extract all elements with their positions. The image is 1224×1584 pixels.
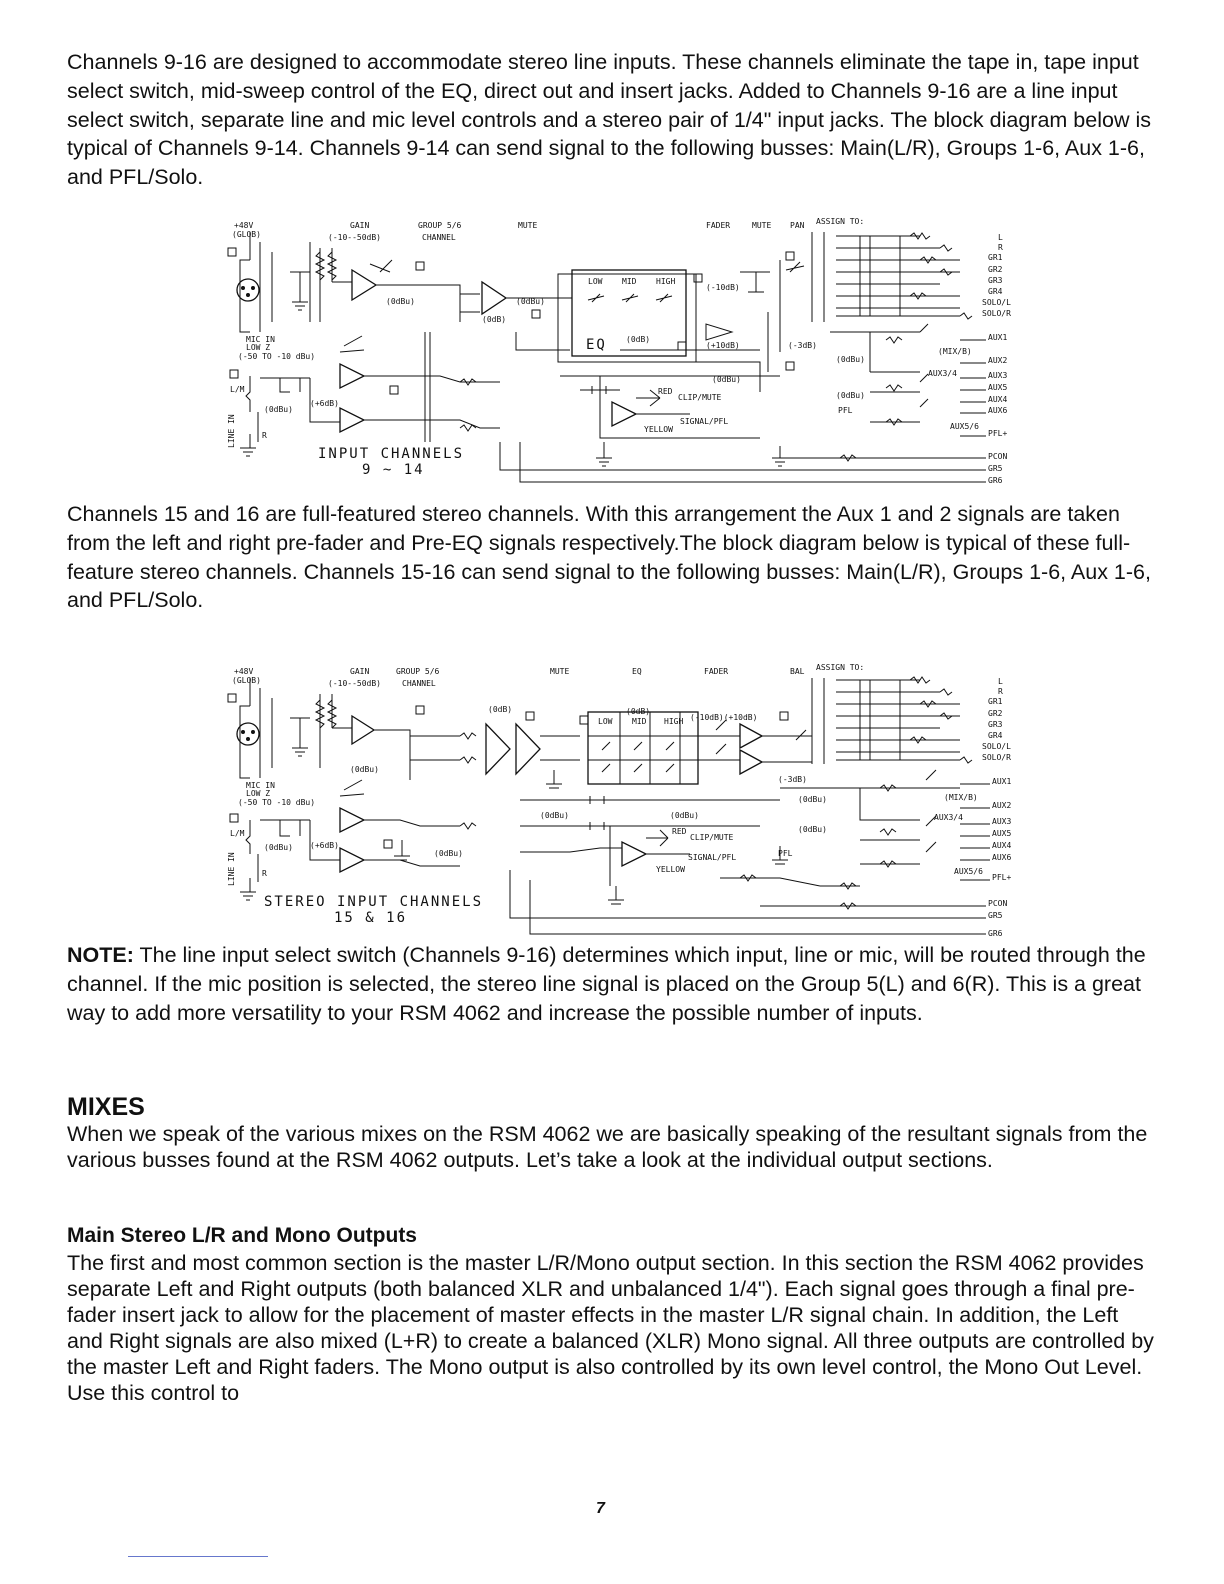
- aux-bus-label: PFL+: [992, 873, 1012, 882]
- eq-label: EQ: [586, 337, 607, 353]
- aux34-label: AUX3/4: [928, 369, 957, 378]
- intro-paragraph: Channels 9-16 are designed to accommodate stereo line inputs. These channels eliminate the tape in, tape input select switch, mid-sweep control of the EQ, direct out and insert jacks. Added to Channels 9-16 are a line input select switch, separate line and mic level controls and a stereo pair of 1/4" input jacks. The block diagram below is typical of Channels 9-14. Channels 9-14 can send signal to the following busses: Main(L/R), Groups 1-6, Aux 1-6, and PFL/Solo.: [67, 50, 1151, 190]
- preamp-icon: [352, 270, 376, 300]
- eq-mid-label: MID: [632, 717, 647, 726]
- aux-bus-labels: [988, 333, 1007, 438]
- diagram2-subtitle: 15 & 16: [334, 910, 408, 926]
- note-text: The line input select switch (Channels 9-16) determines which input, line or mic, will be routed through the channel. If the mic position is selected, the stereo line signal is placed on the Group 5(L) and 6(R). This is a great way to add more versatility to your RSM 4062 and increase the possible number of inputs.: [67, 943, 1146, 1025]
- bus-label: GR2: [988, 265, 1003, 274]
- assign-label: ASSIGN TO:: [816, 663, 865, 672]
- low-z-label: LOW Z: [246, 789, 271, 798]
- eq-low-label: LOW: [598, 717, 613, 726]
- lm-label: L/M: [230, 829, 245, 838]
- phantom-label: +48V: [234, 667, 254, 676]
- plus6-label: (+6dB): [310, 399, 339, 408]
- bal-label: BAL: [790, 667, 805, 676]
- gain-label: GAIN: [350, 667, 370, 676]
- mute-label: MUTE: [518, 221, 538, 230]
- diagram-labels: [227, 217, 1011, 485]
- gain-range-label: (-10--50dB): [328, 679, 381, 688]
- bottom-bus-label: GR6: [988, 929, 1003, 938]
- minus10-label: (-10dB): [706, 283, 740, 292]
- mixes-paragraph: When we speak of the various mixes on the RSM 4062 we are basically speaking of the resultant signals from the various busses found at the RSM 4062 outputs. Let’s take a look at the individual output sections.: [67, 1122, 1148, 1172]
- eq-top-label: EQ: [632, 667, 642, 676]
- minus3-label: (-3dB): [788, 341, 817, 350]
- note-paragraph: [67, 941, 1167, 1027]
- aux-bus-label: PFL+: [988, 429, 1008, 438]
- aux-bus-label: AUX3: [988, 371, 1008, 380]
- aux-bus-labels: [992, 777, 1011, 882]
- zero-db-label: (0dB): [488, 705, 513, 714]
- bus-label: SOLO/L: [982, 298, 1011, 307]
- pfl-label: PFL: [778, 849, 793, 858]
- group-sub-label: CHANNEL: [422, 233, 456, 242]
- phantom-label: +48V: [234, 221, 254, 230]
- zero-dbu-label-2: (0dBu): [350, 765, 379, 774]
- aux-bus-label: AUX6: [992, 853, 1012, 862]
- mute2-label: MUTE: [752, 221, 772, 230]
- mixes-heading: MIXES: [67, 1093, 145, 1121]
- bottom-bus-labels: [988, 452, 1007, 485]
- bottom-bus-label: PCON: [988, 452, 1008, 461]
- zero-dbu-label: (0dBu): [264, 843, 293, 852]
- zero-dbu-label-3: (0dBu): [434, 849, 463, 858]
- mix-b-label: (MIX/B): [944, 793, 978, 802]
- aux-bus-label: AUX4: [992, 841, 1012, 850]
- yellow-label: YELLOW: [644, 425, 673, 434]
- zero-db-label-2: (0dB): [626, 707, 651, 716]
- zero-dbu-label-5: (0dBu): [836, 355, 865, 364]
- bus-label: SOLO/L: [982, 742, 1011, 751]
- bus-label: SOLO/R: [982, 309, 1011, 318]
- line-in-label: LINE IN: [227, 414, 236, 448]
- eq-high-label: HIGH: [664, 717, 684, 726]
- bottom-bus-label: GR6: [988, 476, 1003, 485]
- bus-label: GR4: [988, 287, 1003, 296]
- block-diagram-channels-15-16: [220, 660, 1020, 938]
- eq-mid-label: MID: [622, 277, 637, 286]
- zero-dbu-label-4: (0dBu): [712, 375, 741, 384]
- bus-label: GR3: [988, 720, 1003, 729]
- bottom-bus-labels: [988, 899, 1007, 938]
- aux-bus-label: AUX2: [992, 801, 1012, 810]
- eq-gain-label: (0dB): [626, 335, 651, 344]
- lm-label: L/M: [230, 385, 245, 394]
- bus-label: SOLO/R: [982, 753, 1011, 762]
- aux-bus-label: AUX4: [988, 395, 1008, 404]
- zero-db-label: (0dB): [482, 315, 507, 324]
- bus-label: R: [998, 243, 1003, 252]
- bottom-bus-label: GR5: [988, 911, 1003, 920]
- mic-range-label: (-50 TO -10 dBu): [238, 352, 316, 361]
- bus-label: GR3: [988, 276, 1003, 285]
- mic-in-label: MIC IN: [246, 781, 275, 790]
- mute-label: MUTE: [550, 667, 570, 676]
- bus-labels: [982, 677, 1011, 762]
- aux-bus-label: AUX1: [988, 333, 1008, 342]
- plus10-label: (+10dB): [706, 341, 740, 350]
- zero-dbu-label-3: (0dBu): [516, 297, 545, 306]
- eq-high-label: HIGH: [656, 277, 676, 286]
- fader-range-label: (-10dB)(+10dB): [690, 713, 758, 722]
- zero-dbu-label-6: (0dBu): [798, 795, 827, 804]
- main-outputs-paragraph: The first and most common section is the master L/R/Mono output section. In this section the RSM 4062 provides separate Left and Right outputs (both balanced XLR and unbalanced 1/4"). Each signal goes through a final pre-fader insert jack to allow for the placement of master effects in the master L/R signal chain. In addition, the Left and Right signals are also mixed (L+R) to create a balanced (XLR) Mono signal. All three outputs are controlled by the master Left and Right faders. The Mono output is also controlled by its own level control, the Mono Out Level. Use this control to: [67, 1251, 1154, 1405]
- fader-label: FADER: [704, 667, 729, 676]
- red-label: RED: [658, 387, 673, 396]
- switch-icon: [228, 248, 236, 256]
- r-label: R: [262, 431, 267, 440]
- clip-mute-label: CLIP/MUTE: [678, 393, 722, 402]
- pfl-label: PFL: [838, 406, 853, 415]
- zero-dbu-label-4: (0dBu): [540, 811, 569, 820]
- filter-amp-icon: [482, 282, 506, 314]
- zero-dbu-label-6: (0dBu): [836, 391, 865, 400]
- plus6-label: (+6dB): [310, 841, 339, 850]
- aux-bus-label: AUX6: [988, 406, 1008, 415]
- bus-label: L: [998, 677, 1003, 686]
- minus3-label: (-3dB): [778, 775, 807, 784]
- aux-bus-label: AUX5: [992, 829, 1012, 838]
- page-number: 7: [596, 1500, 605, 1517]
- mic-in-label: MIC IN: [246, 335, 275, 344]
- fader-label: FADER: [706, 221, 731, 230]
- bottom-bus-label: GR5: [988, 464, 1003, 473]
- bus-label: GR1: [988, 253, 1003, 262]
- red-label: RED: [672, 827, 687, 836]
- aux34-label: AUX3/4: [934, 813, 963, 822]
- zero-dbu-label-5: (0dBu): [670, 811, 699, 820]
- zero-dbu-label-7: (0dBu): [798, 825, 827, 834]
- phantom-sub-label: (GLOB): [232, 676, 261, 685]
- pan-label: PAN: [790, 221, 805, 230]
- aux-bus-label: AUX3: [992, 817, 1012, 826]
- aux-bus-label: AUX5: [988, 383, 1008, 392]
- r-label: R: [262, 869, 267, 878]
- phantom-sub-label: (GLOB): [232, 230, 261, 239]
- diagram1-subtitle: 9 ~ 14: [362, 462, 425, 478]
- eq-low-label: LOW: [588, 277, 603, 286]
- aux-bus-label: AUX2: [988, 356, 1008, 365]
- gain-label: GAIN: [350, 221, 370, 230]
- clip-mute-label: CLIP/MUTE: [690, 833, 734, 842]
- zero-dbu-label-2: (0dBu): [386, 297, 415, 306]
- gain-range-label: (-10--50dB): [328, 233, 381, 242]
- mic-range-label: (-50 TO -10 dBu): [238, 798, 316, 807]
- aux56-label: AUX5/6: [954, 867, 983, 876]
- mix-b-label: (MIX/B): [938, 347, 972, 356]
- yellow-label: YELLOW: [656, 865, 685, 874]
- bus-label: GR1: [988, 697, 1003, 706]
- aux-bus-label: AUX1: [992, 777, 1012, 786]
- group-sub-label: CHANNEL: [402, 679, 436, 688]
- bus-labels: [982, 233, 1011, 318]
- diagram-wiring: [228, 232, 986, 482]
- footer-rule: [128, 1556, 268, 1557]
- stereo-channels-paragraph: Channels 15 and 16 are full-featured stereo channels. With this arrangement the Aux 1 and 2 signals are taken from the left and right pre-fader and Pre-EQ signals respectively.The block diagram below is typical of these full-feature stereo channels. Channels 15-16 can send signal to the following busses: Main(L/R), Groups 1-6, Aux 1-6, and PFL/Solo.: [67, 502, 1151, 613]
- note-label: NOTE:: [67, 943, 134, 967]
- bottom-bus-label: PCON: [988, 899, 1008, 908]
- zero-dbu-label: (0dBu): [264, 405, 293, 414]
- aux56-label: AUX5/6: [950, 422, 979, 431]
- signal-pfl-label: SIGNAL/PFL: [680, 417, 729, 426]
- bus-label: GR2: [988, 709, 1003, 718]
- bus-label: GR4: [988, 731, 1003, 740]
- block-diagram-channels-9-14: [220, 212, 1020, 487]
- bus-label: R: [998, 687, 1003, 696]
- diagram1-title: INPUT CHANNELS: [318, 446, 465, 462]
- diagram2-title: STEREO INPUT CHANNELS: [264, 894, 484, 910]
- assign-label: ASSIGN TO:: [816, 217, 865, 226]
- main-outputs-heading: Main Stereo L/R and Mono Outputs: [67, 1224, 417, 1247]
- line-in-label: LINE IN: [227, 852, 236, 886]
- group-label: GROUP 5/6: [396, 667, 440, 676]
- low-z-label: LOW Z: [246, 343, 271, 352]
- bus-label: L: [998, 233, 1003, 242]
- signal-pfl-label: SIGNAL/PFL: [688, 853, 737, 862]
- group-label: GROUP 5/6: [418, 221, 462, 230]
